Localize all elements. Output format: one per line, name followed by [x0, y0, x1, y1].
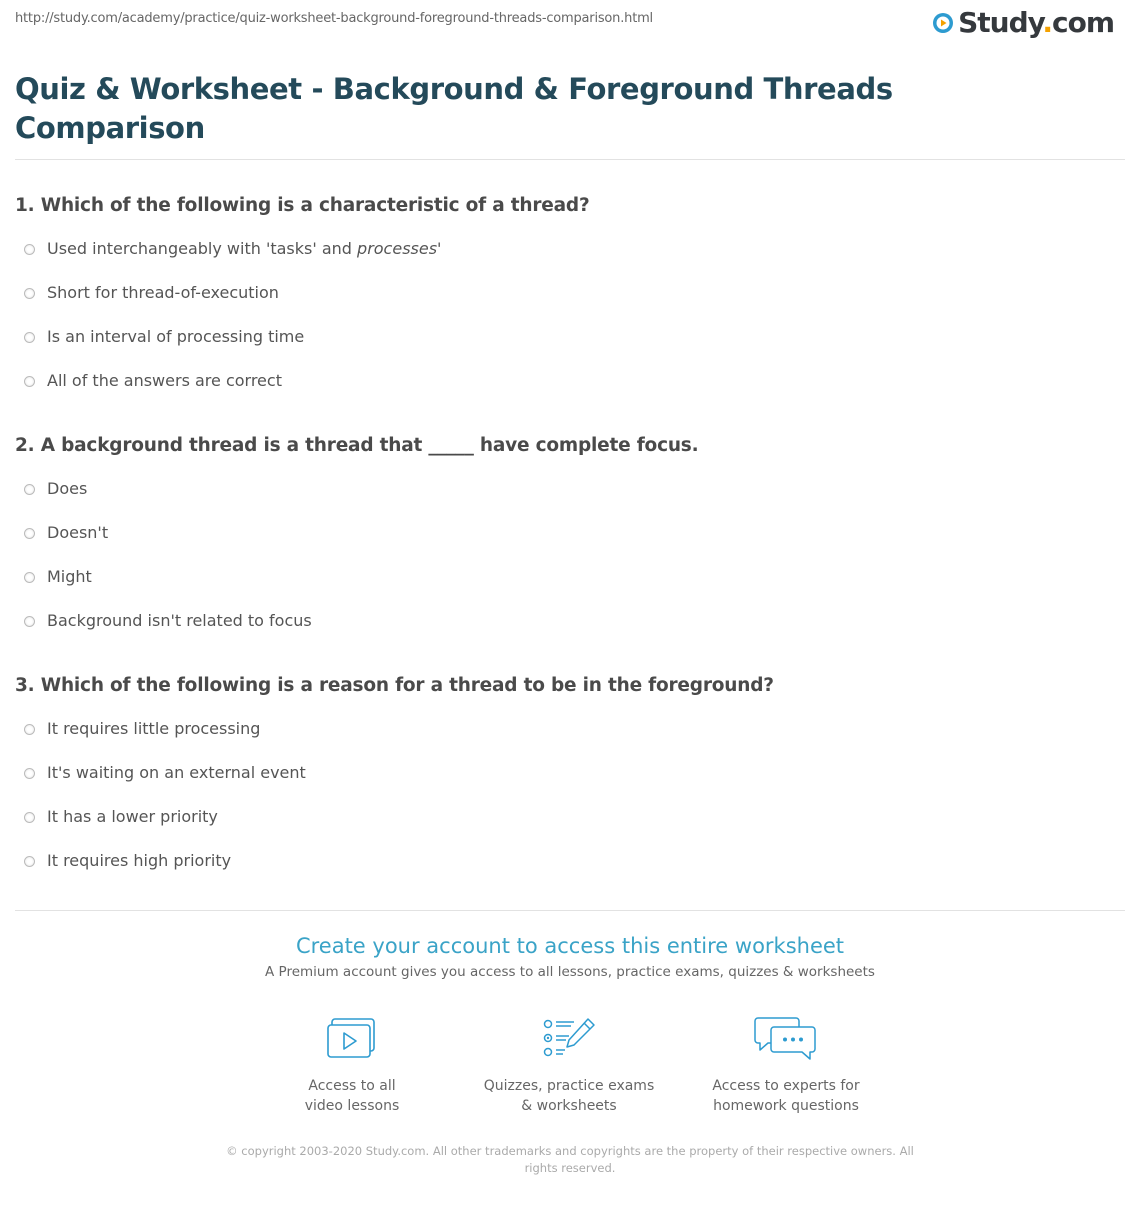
feature-label-line: homework questions: [713, 1098, 859, 1114]
radio-button[interactable]: [24, 376, 35, 387]
feature-label-line: & worksheets: [521, 1098, 617, 1114]
cta-subtitle: A Premium account gives you access to all lessons, practice exams, quizzes & worksheets: [265, 964, 875, 980]
answer-option[interactable]: [15, 707, 1125, 751]
answer-list: [15, 467, 1125, 643]
answer-option[interactable]: [15, 795, 1125, 839]
question-2: [15, 433, 1125, 643]
answer-text: Background isn't related to focus: [47, 611, 312, 630]
answer-option[interactable]: [15, 271, 1125, 315]
answer-text: Is an interval of processing time: [47, 327, 305, 346]
answer-text: Used interchangeably with 'tasks' and: [47, 239, 358, 258]
logo-main: Study: [958, 6, 1043, 39]
study-logo[interactable]: [932, 6, 1114, 39]
cta-divider: [15, 910, 1125, 911]
answer-list: [15, 227, 1125, 403]
feature-label-line: Access to all: [308, 1078, 396, 1094]
answer-text: It requires little processing: [47, 719, 261, 738]
feature-experts: [686, 1016, 886, 1116]
feature-label-line: video lessons: [304, 1098, 400, 1114]
answer-text: Might: [47, 567, 92, 586]
feature-label-line: Access to experts for: [712, 1078, 860, 1094]
answer-text: Doesn't: [47, 523, 109, 542]
radio-button[interactable]: [24, 288, 35, 299]
answer-option[interactable]: [15, 359, 1125, 403]
answer-text: It has a lower priority: [47, 807, 218, 826]
question-title: 1. Which of the following is a characteristic of a thread?: [15, 195, 590, 216]
radio-button[interactable]: [24, 768, 35, 779]
answer-text: All of the answers are correct: [47, 371, 282, 390]
radio-button[interactable]: [24, 332, 35, 343]
question-title: 2. A background thread is a thread that _____ have complete focus.: [15, 435, 699, 456]
copyright-footer: © copyright 2003-2020 Study.com. All other trademarks and copyrights are the property of their respective owners. All rights reserved.: [226, 1144, 914, 1175]
page-url: http://study.com/academy/practice/quiz-worksheet-background-foreground-threads-comparison.html: [15, 11, 653, 26]
answer-option[interactable]: [15, 511, 1125, 555]
page-title: Quiz & Worksheet - Background & Foreground Threads Comparison: [15, 72, 893, 145]
create-account-link[interactable]: Create your account to access this entire worksheet: [295, 934, 845, 958]
feature-quizzes: [469, 1016, 669, 1116]
question-title: 3. Which of the following is a reason for a thread to be in the foreground?: [15, 675, 774, 696]
radio-button[interactable]: [24, 724, 35, 735]
answer-option[interactable]: [15, 227, 1125, 271]
answer-option[interactable]: [15, 315, 1125, 359]
radio-button[interactable]: [24, 812, 35, 823]
radio-button[interactable]: [24, 528, 35, 539]
answer-text: Does: [47, 479, 88, 498]
answer-text: It requires high priority: [47, 851, 232, 870]
radio-button[interactable]: [24, 572, 35, 583]
chat-bubbles-icon: [754, 1016, 818, 1062]
title-divider: [15, 159, 1125, 160]
radio-button[interactable]: [24, 484, 35, 495]
feature-label: [686, 1076, 886, 1116]
answer-option[interactable]: [15, 751, 1125, 795]
answer-option[interactable]: [15, 839, 1125, 883]
feature-label: [252, 1076, 452, 1116]
radio-button[interactable]: [24, 856, 35, 867]
answer-text: It's waiting on an external event: [47, 763, 306, 782]
question-3: [15, 673, 1125, 883]
answer-option[interactable]: [15, 599, 1125, 643]
logo-dot: .: [1042, 6, 1052, 39]
logo-tld: com: [1051, 6, 1114, 39]
quiz-checklist-icon: [541, 1016, 597, 1062]
play-logo-icon: [932, 12, 954, 34]
answer-text-emphasis: processes': [357, 239, 442, 258]
radio-button[interactable]: [24, 244, 35, 255]
radio-button[interactable]: [24, 616, 35, 627]
feature-video-lessons: [252, 1016, 452, 1116]
answer-option[interactable]: [15, 555, 1125, 599]
video-lesson-icon: [326, 1016, 378, 1062]
answer-list: [15, 707, 1125, 883]
answer-option[interactable]: [15, 467, 1125, 511]
logo-wordmark: [958, 6, 1114, 39]
answer-text: Short for thread-of-execution: [47, 283, 279, 302]
feature-label: [469, 1076, 669, 1116]
question-1: [15, 193, 1125, 403]
feature-label-line: Quizzes, practice exams: [483, 1078, 655, 1094]
